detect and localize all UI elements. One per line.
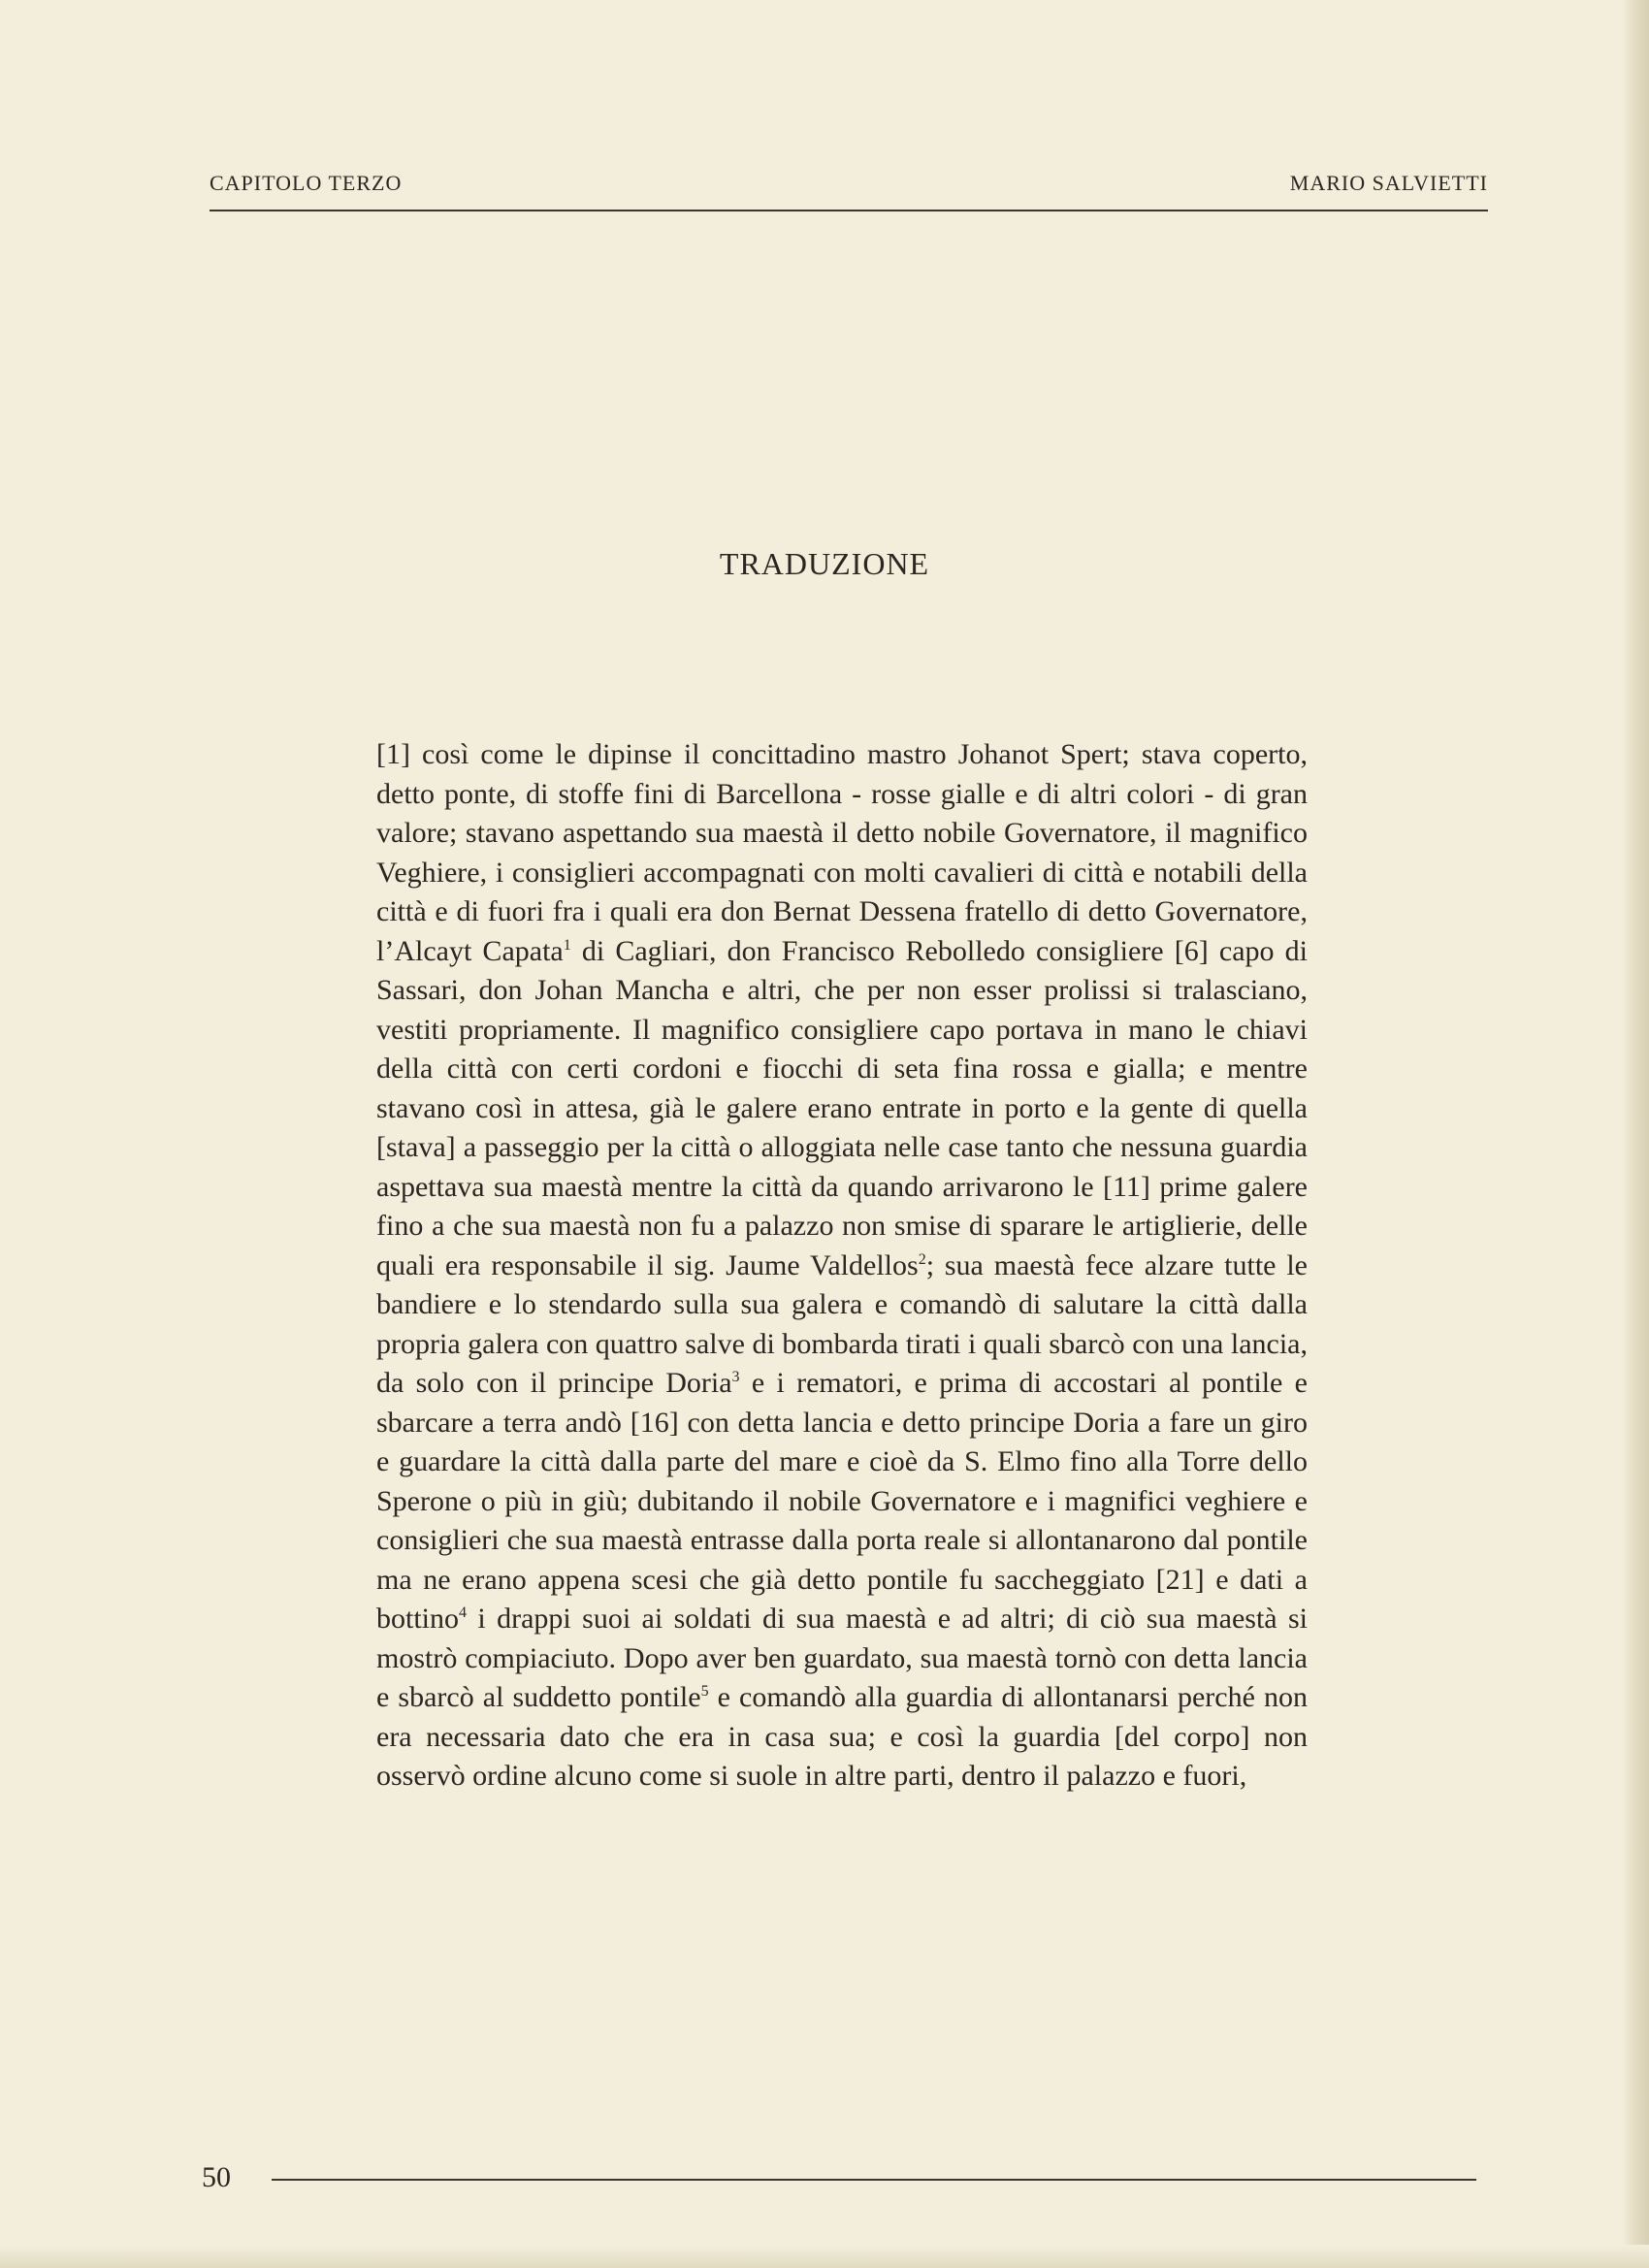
text-segment-4: e i rematori, e prima di accostari al pontile e sbarcare a terra andò [16] con detta lancia e detto principe Doria a fare un giro e guardare la città dalla parte del mare e cioè da S. Elmo fino alla Torre dello Sperone o più in giù; dubitando il nobile Governatore e i magnifici veghiere e consiglieri che sua maestà entrasse dalla porta reale si allontanarono dal pontile ma ne erano appena scesi che già detto pontile fu saccheggiato [21] e dati a bottino <box>376 1367 1308 1635</box>
text-segment-1: [1] così come le dipinse il concittadino mastro Johanot Spert; stava coperto, detto ponte, di stoffe fini di Barcellona - rosse gialle e di altri colori - di gran valore; stavano aspettando sua maestà il detto nobile Governatore, il magnifico Veghiere, i consiglieri accompagnati con molti cavalieri di città e notabili della città e di fuori fra i quali era don Bernat Dessena fratello di detto Governatore, l’Alcayt Capata <box>376 738 1308 967</box>
footnote-ref-1: 1 <box>563 936 571 954</box>
section-title: TRADUZIONE <box>719 546 930 581</box>
text-segment-3: ; sua maestà fece alzare tutte le bandiere e lo stendardo sulla sua galera e comandò di salutare la città dalla propria galera con quattro salve di bombarda tirati i quali sbarcò con una lancia, da solo con il principe Doria <box>376 1248 1308 1399</box>
text-segment-6: e comandò alla guardia di allontanarsi perché non era necessaria dato che era in casa sua; e così la guardia [del corpo] non osservò ordine alcuno come si suole in altre parti, dentro il palazzo e fuori, <box>376 1681 1308 1792</box>
page-edge-right <box>1622 0 1649 2268</box>
footer-rule <box>272 2179 1476 2181</box>
body-paragraph <box>376 735 1308 1797</box>
footnote-ref-4: 4 <box>459 1604 468 1621</box>
footnote-ref-5: 5 <box>700 1683 709 1700</box>
text-segment-2: di Cagliari, don Francisco Rebolledo consigliere [6] capo di Sassari, don Johan Mancha e altri, che per non esser prolissi si tralasciano, vestiti propriamente. Il magnifico consigliere capo portava in mano le chiavi della città con certi cordoni e fiocchi di seta fina rossa e gialla; e mentre stavano così in attesa, già le galere erano entrate in porto e la gente di quella [stava] a passeggio per la città o alloggiata nelle case tanto che nessuna guardia aspettava sua maestà mentre la città da quando arrivarono le [11] prime galere fino a che sua maestà non fu a palazzo non smise di sparare le artiglierie, delle quali era responsabile il sig. Jaume Valdellos <box>376 934 1308 1281</box>
footnote-ref-2: 2 <box>918 1250 926 1268</box>
page-number: 50 <box>202 2161 231 2193</box>
chapter-heading: CAPITOLO TERZO <box>210 171 403 195</box>
author-heading: MARIO SALVIETTI <box>1289 171 1488 195</box>
footnote-ref-3: 3 <box>731 1369 740 1385</box>
page-edge-bottom <box>0 2245 1649 2268</box>
header-rule <box>210 210 1488 211</box>
text-segment-5: i drappi suoi ai soldati di sua maestà e ad altri; di ciò sua maestà si mostrò compiaciuto. Dopo aver ben guardato, sua maestà tornò con detta lancia e sbarcò al suddetto pontile <box>376 1603 1308 1713</box>
